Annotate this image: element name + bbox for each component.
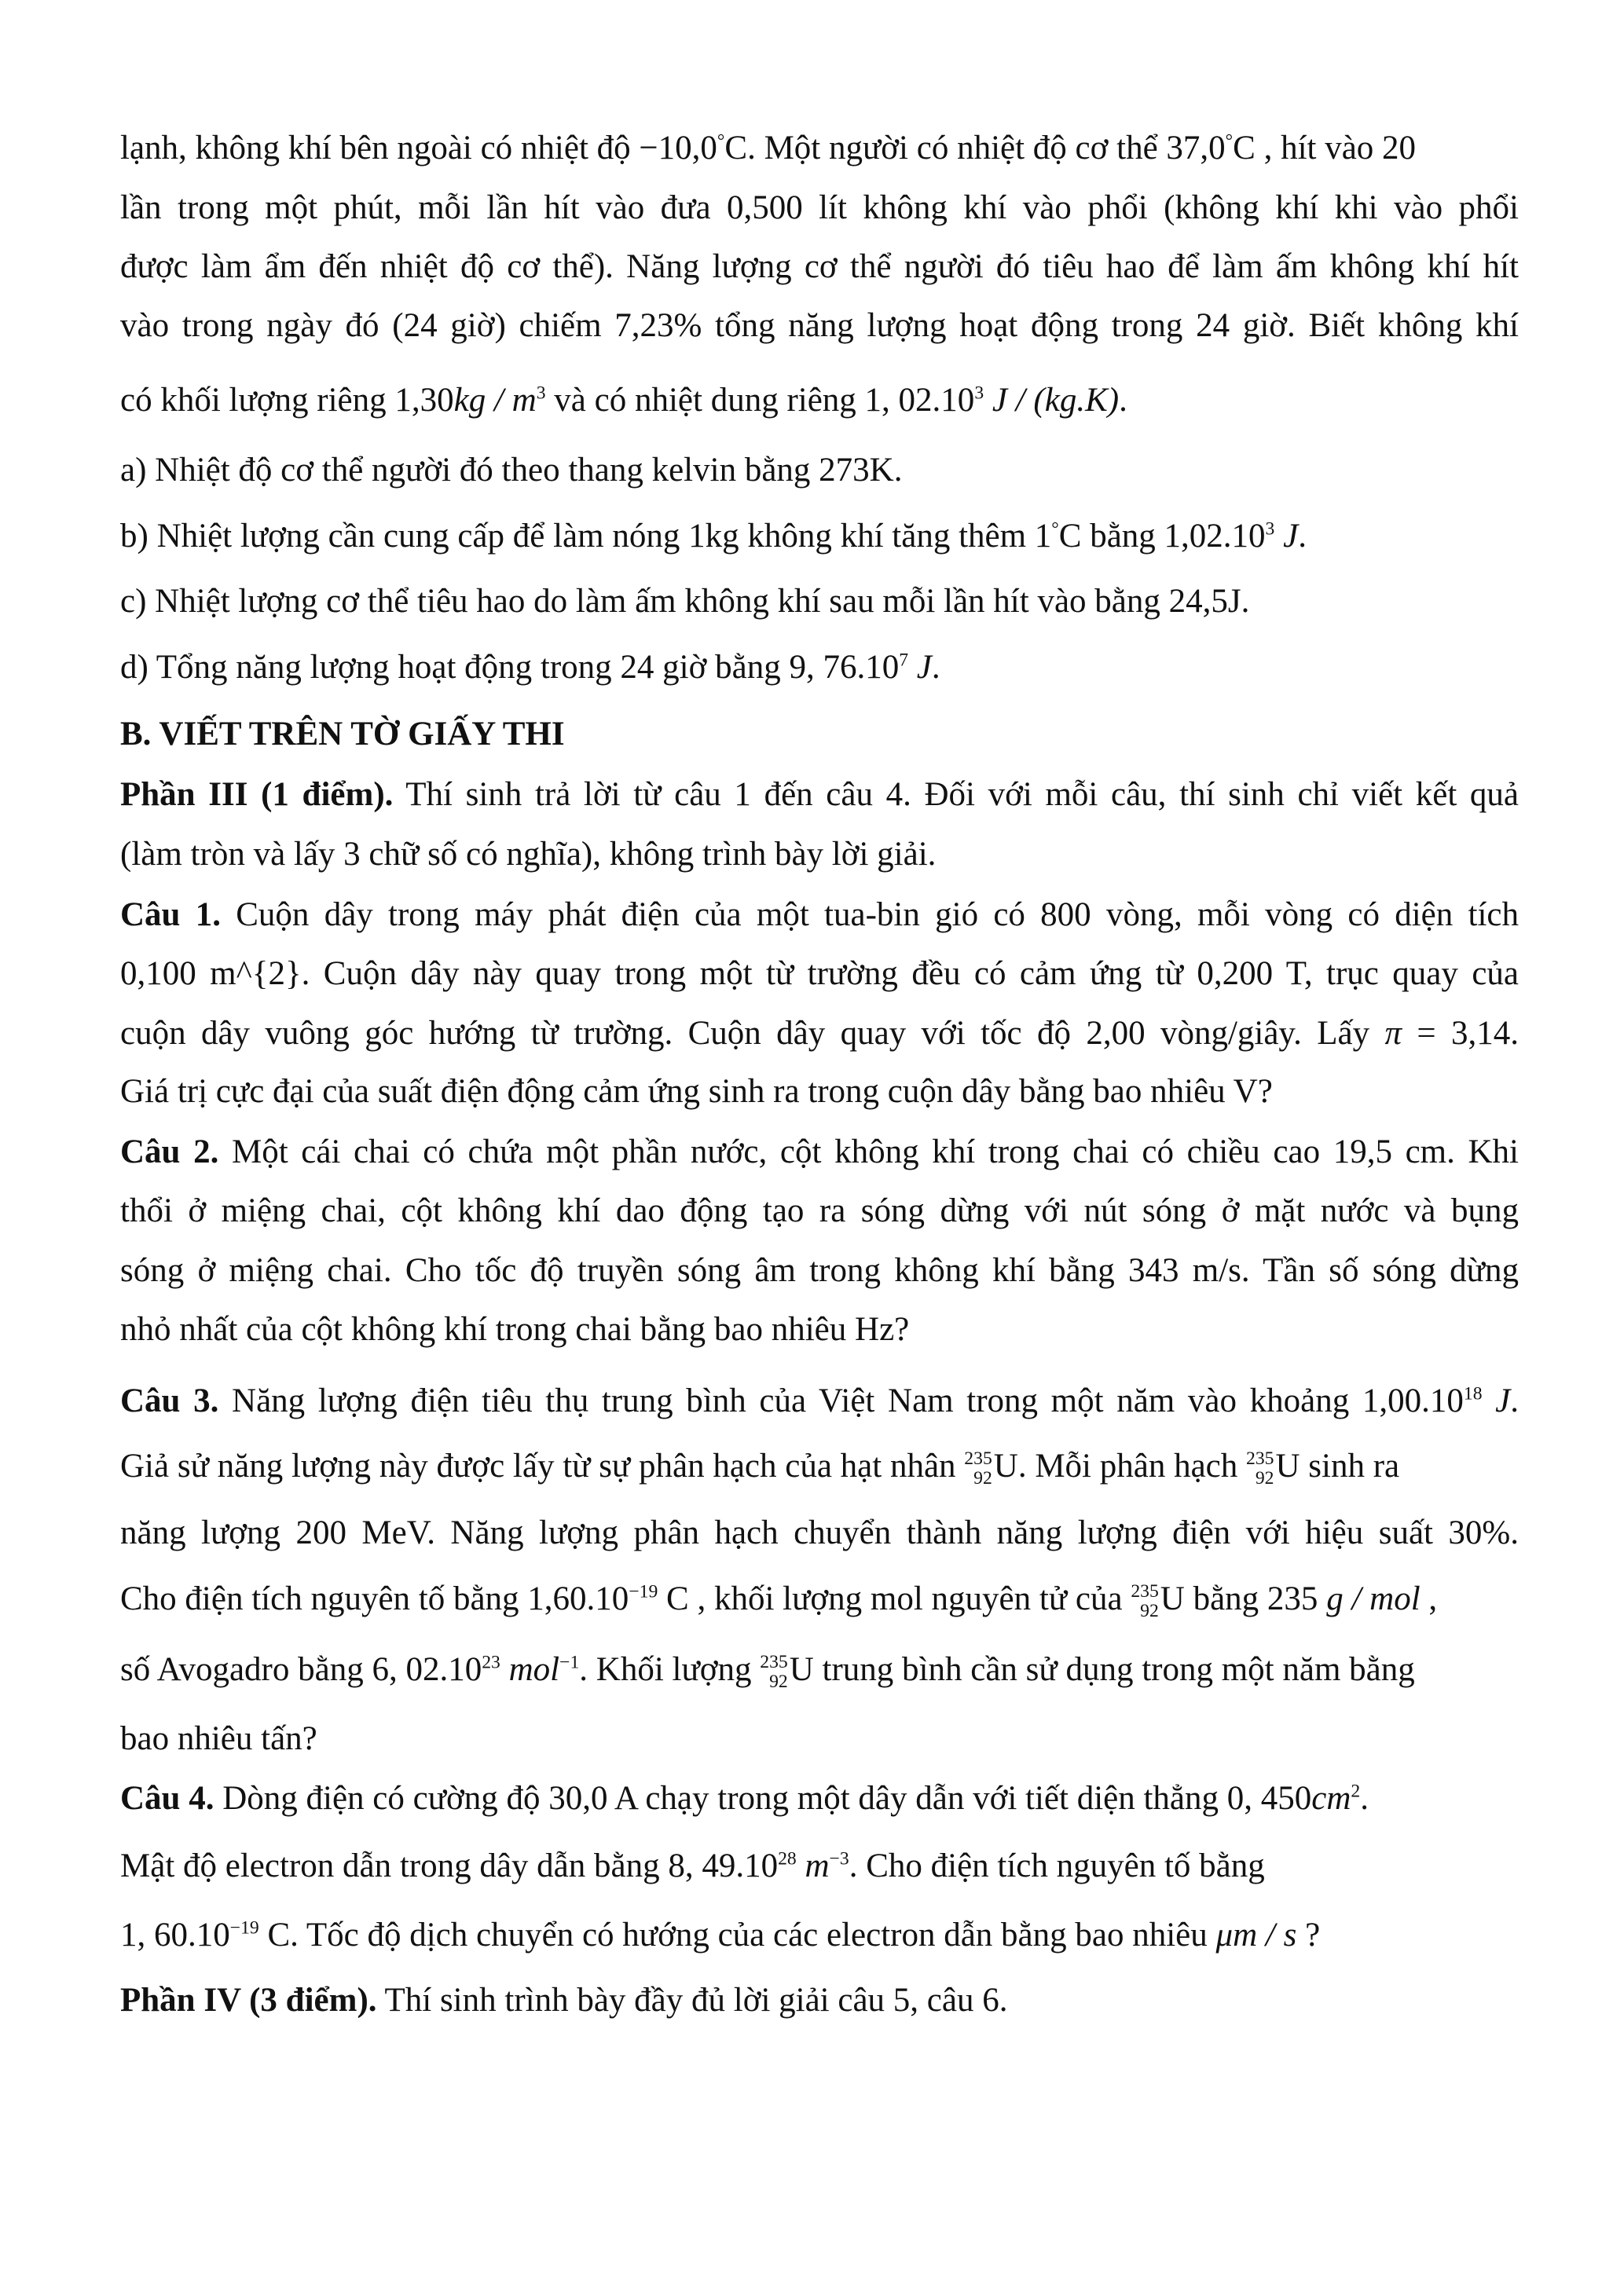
text-run: ? [1296,1917,1321,1954]
math-unit: J / (kg.K) [984,382,1120,419]
text-run: = 3,14. [1402,1015,1519,1052]
paragraph-line [120,383,1127,417]
text-run: d) Tổng năng lượng hoạt động trong 24 giờ bằng 9, 76.10 [120,649,900,686]
part4-intro [120,1983,1007,2017]
part3-intro [120,778,1519,811]
question-3-line [120,1653,1415,1692]
part3-intro-cont: (làm tròn và lấy 3 chữ số có nghĩa), không trình bày lời giải. [120,836,937,873]
question-1-line: 0,100 m^{2}. Cuộn dây này quay trong một từ trường đều có cảm ứng từ 0,200 T, trục quay của [120,955,1519,992]
text-run: C , khối lượng mol nguyên tử của [658,1580,1131,1617]
text-run: . [1510,1382,1520,1419]
question-3-line: bao nhiêu tấn? [120,1720,317,1757]
text-run: Thí sinh trả lời từ câu 1 đến câu 4. Đối với mỗi câu, thí sinh chỉ viết kết quả [393,776,1520,813]
text-run: U trung bình cần sử dụng trong một năm bằng [789,1651,1415,1688]
mass-number: 235 [964,1448,992,1470]
text-run: C bằng 1,02.10 [1058,518,1266,555]
question-3-line [120,1449,1399,1489]
text-run: Thí sinh trình bày đầy đủ lời giải câu 5, câu 6. [376,1982,1008,2019]
text-run: . Cho điện tích nguyên tố bằng [849,1847,1265,1884]
mass-number: 235 [1246,1448,1274,1470]
superscript: 18 [1463,1383,1483,1404]
text-run: Dòng điện có cường độ 30,0 A chạy trong một dây dẫn với tiết diện thẳng 0, 450 [214,1780,1312,1817]
superscript: −19 [229,1917,259,1939]
atomic-number: 92 [1140,1601,1159,1622]
paragraph-line: vào trong ngày đó (24 giờ) chiếm 7,23% tổng năng lượng hoạt động trong 24 giờ. Biết không khí [120,307,1519,344]
superscript: 3 [974,383,984,404]
text-run: Một cái chai có chứa một phần nước, cột không khí trong chai có chiều cao 19,5 cm. Khi [218,1133,1520,1170]
degree-sign: ° [1225,130,1234,152]
question-2-line: sóng ở miệng chai. Cho tốc độ truyền sóng âm trong không khí bằng 343 m/s. Tần số sóng dừng [120,1252,1519,1289]
text-run: U. Mỗi phân hạch [993,1448,1247,1485]
part-title: Phần III (1 điểm). [120,776,394,813]
superscript: 3 [1265,518,1275,540]
text-run: Giả sử năng lượng này được lấy từ sự phân hạch của hạt nhân [120,1448,965,1485]
text-run: số Avogadro bằng 6, 02.10 [120,1651,482,1688]
text-run: b) Nhiệt lượng cần cung cấp để làm nóng 1kg không khí tăng thêm 1 [120,518,1052,555]
math-unit: g / mol [1318,1580,1421,1617]
math-unit: J [1274,518,1299,555]
paragraph-line: được làm ẩm đến nhiệt độ cơ thể). Năng lượng cơ thể người đó tiêu hao để làm ấm không khí hít [120,248,1519,285]
text-run: lạnh, không khí bên ngoài có nhiệt độ −10,0 [120,130,717,167]
atomic-number: 92 [1255,1468,1274,1489]
atomic-number: 92 [973,1468,992,1489]
text-run: U bằng 235 [1160,1580,1318,1617]
question-label: Câu 3. [120,1382,219,1419]
question-1-line [120,1016,1519,1050]
text-run: . [1360,1780,1369,1817]
superscript: −3 [829,1848,849,1869]
math-unit: J [908,649,932,686]
superscript: −1 [559,1652,580,1673]
text-run: Cho điện tích nguyên tố bằng 1,60.10 [120,1580,629,1617]
nuclide-notation [964,1449,992,1489]
question-4-line [120,1849,1265,1883]
question-2-line: nhỏ nhất của cột không khí trong chai bằng bao nhiêu Hz? [120,1311,910,1348]
question-4 [120,1782,1369,1815]
text-run: . [1298,518,1307,555]
superscript: 28 [778,1848,797,1869]
degree-sign: ° [717,130,725,152]
question-3 [120,1384,1519,1418]
text-run: Mật độ electron dẫn trong dây dẫn bằng 8, 49.10 [120,1847,779,1884]
text-run: . Khối lượng [579,1651,761,1688]
statement-b [120,519,1307,553]
text-run: 1, 60.10 [120,1917,230,1954]
question-3-line: năng lượng 200 MeV. Năng lượng phân hạch chuyển thành năng lượng điện với hiệu suất 30%. [120,1514,1519,1551]
paragraph-line [120,131,1416,165]
text-run: có khối lượng riêng 1,30 [120,382,454,419]
nuclide-notation [1131,1582,1158,1621]
math-unit: mol [500,1651,560,1688]
math-unit: J [1482,1382,1511,1419]
statement-d [120,650,940,684]
math-unit: μm / s [1215,1917,1297,1954]
superscript: 7 [899,650,909,671]
text-run: . [931,649,940,686]
question-4-line [120,1918,1320,1952]
question-label: Câu 4. [120,1780,214,1817]
question-1 [120,898,1519,932]
text-run: Năng lượng điện tiêu thụ trung bình của Việt Nam trong một năm vào khoảng 1,00.10 [218,1382,1464,1419]
nuclide-notation [760,1653,787,1692]
paragraph-line: lần trong một phút, mỗi lần hít vào đưa 0,500 lít không khí vào phổi (không khí khi vào phổi [120,189,1519,226]
text-run: Cuộn dây trong máy phát điện của một tua-bin gió có 800 vòng, mỗi vòng có diện tích [220,896,1520,933]
math-unit: cm [1311,1780,1351,1817]
text-run: , [1420,1580,1438,1617]
text-run: C , hít vào 20 [1233,130,1417,167]
statement-c: c) Nhiệt lượng cơ thể tiêu hao do làm ấm không khí sau mỗi lần hít vào bằng 24,5J. [120,583,1250,620]
question-3-line [120,1582,1437,1621]
superscript: 2 [1351,1781,1361,1802]
question-label: Câu 1. [120,896,221,933]
atomic-number: 92 [769,1672,788,1693]
question-2-line: thổi ở miệng chai, cột không khí dao động tạo ra sóng dừng với nút sóng ở mặt nước và bụng [120,1192,1519,1229]
text-run: C. Một người có nhiệt độ cơ thể 37,0 [724,130,1226,167]
text-run: và có nhiệt dung riêng 1, 02.10 [545,382,975,419]
superscript: −19 [629,1581,658,1602]
superscript: 3 [536,383,546,404]
pi-symbol: π [1384,1015,1402,1052]
question-2 [120,1135,1519,1169]
superscript: 23 [482,1652,500,1673]
question-label: Câu 2. [120,1133,219,1170]
part-title: Phần IV (3 điểm). [120,1982,377,2019]
degree-sign: ° [1051,518,1059,540]
mass-number: 235 [1131,1581,1159,1602]
text-run: C. Tốc độ dịch chuyển có hướng của các electron dẫn bằng bao nhiêu [258,1917,1216,1954]
mass-number: 235 [760,1652,788,1673]
question-1-line: Giá trị cực đại của suất điện động cảm ứng sinh ra trong cuộn dây bằng bao nhiêu V? [120,1073,1273,1110]
section-heading: B. VIẾT TRÊN TỜ GIẤY THI [120,716,565,753]
text-run: . [1119,382,1127,419]
nuclide-notation [1246,1449,1274,1489]
math-unit: kg / m [453,382,537,419]
text-run: U sinh ra [1275,1448,1400,1485]
text-run: cuộn dây vuông góc hướng từ trường. Cuộn dây quay với tốc độ 2,00 vòng/giây. Lấy [120,1015,1385,1052]
statement-a: a) Nhiệt độ cơ thể người đó theo thang kelvin bằng 273K. [120,452,903,489]
math-unit: m [796,1847,830,1884]
